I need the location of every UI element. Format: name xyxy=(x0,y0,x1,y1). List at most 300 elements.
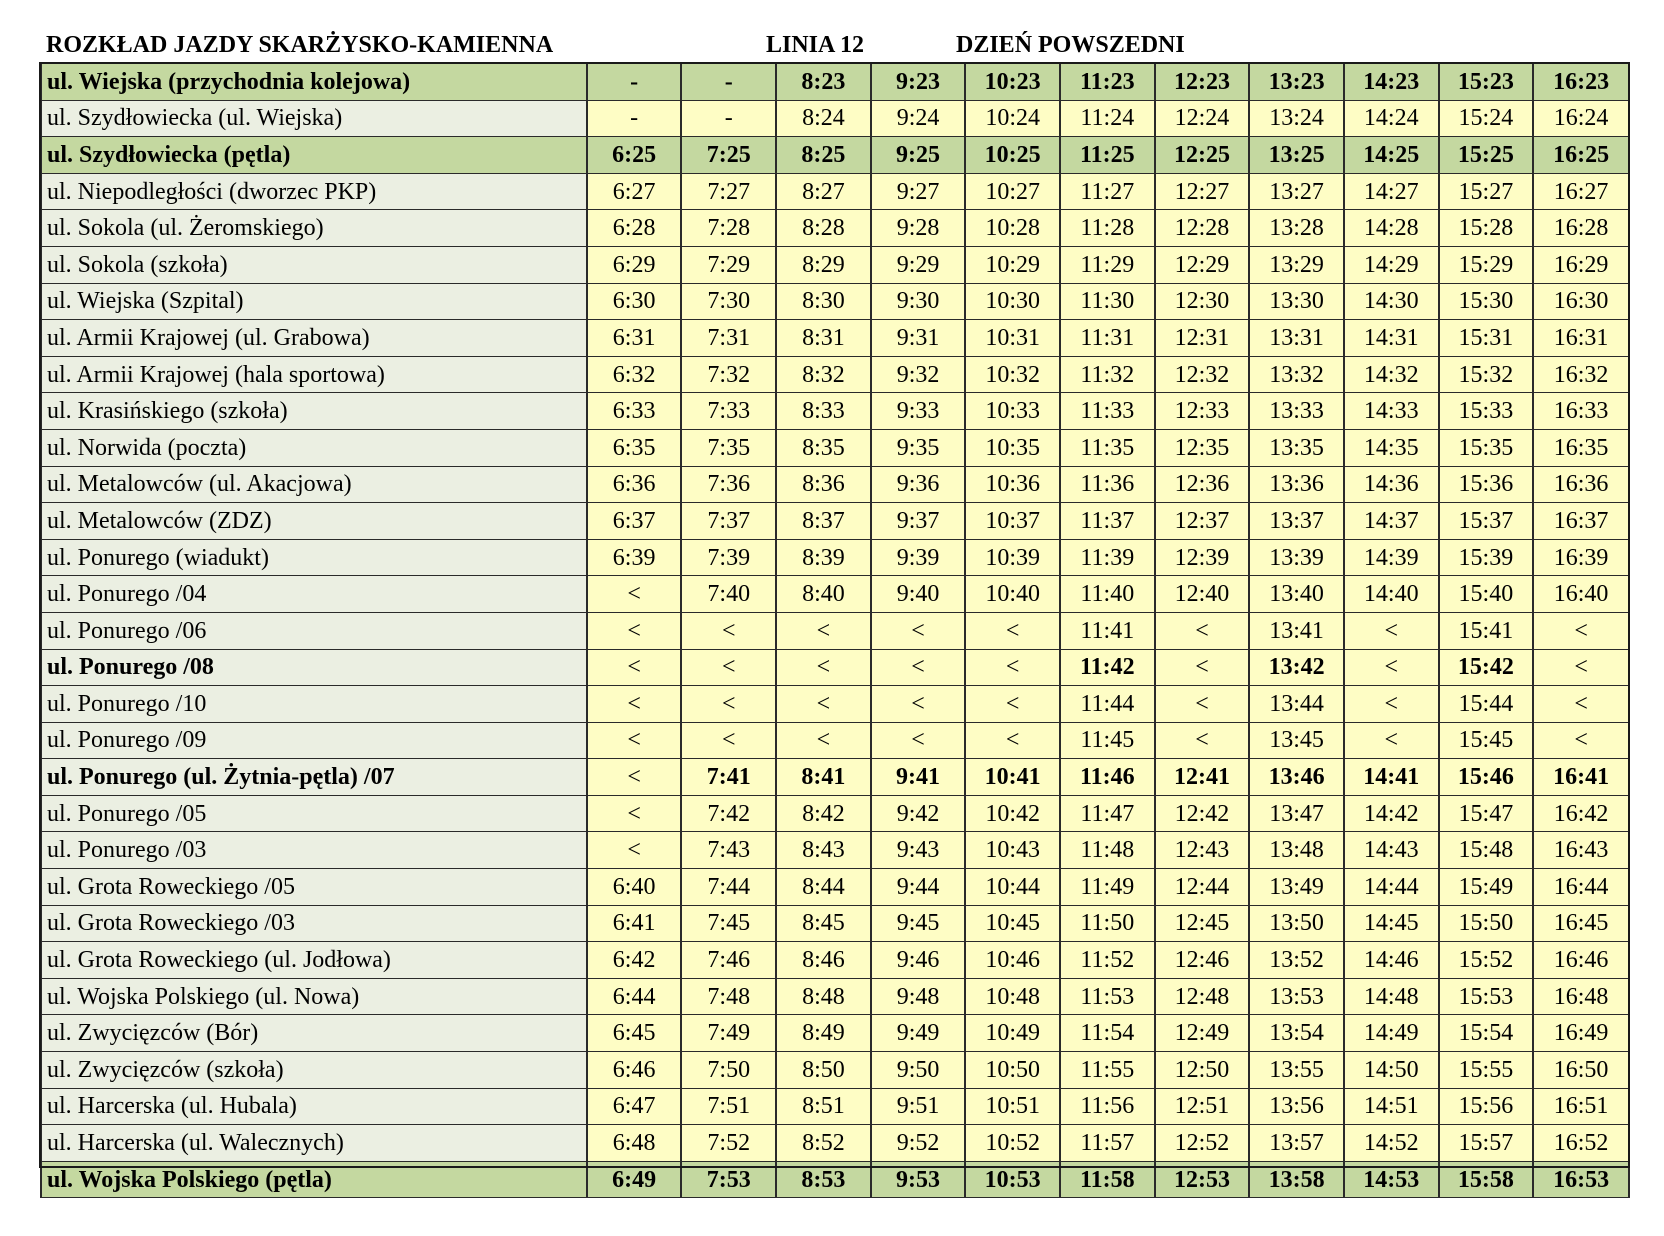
departure-time: 7:25 xyxy=(681,137,776,174)
departure-time: < xyxy=(1533,722,1629,759)
departure-time: 11:41 xyxy=(1060,612,1155,649)
departure-time: 16:39 xyxy=(1533,539,1629,576)
departure-time: 15:55 xyxy=(1439,1052,1534,1089)
departure-time: 9:41 xyxy=(871,759,966,796)
departure-time: 16:49 xyxy=(1533,1015,1629,1052)
departure-time: 14:32 xyxy=(1344,356,1439,393)
departure-time: 7:39 xyxy=(681,539,776,576)
departure-time: 8:45 xyxy=(776,905,871,942)
departure-time: 6:29 xyxy=(587,246,682,283)
departure-time: 15:32 xyxy=(1439,356,1534,393)
departure-time: 13:39 xyxy=(1249,539,1344,576)
stop-name: ul. Metalowców (ZDZ) xyxy=(41,503,587,540)
departure-time: 14:35 xyxy=(1344,429,1439,466)
departure-time: 12:23 xyxy=(1155,64,1250,101)
table-row xyxy=(41,869,1629,906)
table-row xyxy=(41,795,1629,832)
departure-time: 12:29 xyxy=(1155,246,1250,283)
departure-time: 11:48 xyxy=(1060,832,1155,869)
departure-time: 14:28 xyxy=(1344,210,1439,247)
departure-time: 12:44 xyxy=(1155,869,1250,906)
departure-time: 12:42 xyxy=(1155,795,1250,832)
departure-time: 14:33 xyxy=(1344,393,1439,430)
departure-time: 13:52 xyxy=(1249,942,1344,979)
departure-time: 11:44 xyxy=(1060,686,1155,723)
departure-time: 16:37 xyxy=(1533,503,1629,540)
table-row xyxy=(41,612,1629,649)
departure-time: 12:40 xyxy=(1155,576,1250,613)
departure-time: 12:25 xyxy=(1155,137,1250,174)
departure-time: 15:23 xyxy=(1439,64,1534,101)
departure-time: 16:30 xyxy=(1533,283,1629,320)
departure-time: 6:32 xyxy=(587,356,682,393)
stop-name: ul. Ponurego (ul. Żytnia-pętla) /07 xyxy=(41,759,587,796)
departure-time: 10:35 xyxy=(965,429,1060,466)
departure-time: 9:30 xyxy=(871,283,966,320)
departure-time: 7:49 xyxy=(681,1015,776,1052)
departure-time: < xyxy=(587,759,682,796)
departure-time: 12:28 xyxy=(1155,210,1250,247)
departure-time: 16:32 xyxy=(1533,356,1629,393)
departure-time: 7:32 xyxy=(681,356,776,393)
table-row xyxy=(41,686,1629,723)
departure-time: 10:51 xyxy=(965,1088,1060,1125)
departure-time: 14:31 xyxy=(1344,320,1439,357)
departure-time: 13:36 xyxy=(1249,466,1344,503)
stop-name: ul. Niepodległości (dworzec PKP) xyxy=(41,173,587,210)
departure-time: 13:58 xyxy=(1249,1161,1344,1198)
departure-time: 12:51 xyxy=(1155,1088,1250,1125)
departure-time: 6:27 xyxy=(587,173,682,210)
departure-time: 10:53 xyxy=(965,1161,1060,1198)
departure-time: 7:48 xyxy=(681,978,776,1015)
stop-name: ul. Wojska Polskiego (pętla) xyxy=(41,1161,587,1198)
departure-time: 11:57 xyxy=(1060,1125,1155,1162)
departure-time: 12:30 xyxy=(1155,283,1250,320)
departure-time: 15:24 xyxy=(1439,100,1534,137)
departure-time: 8:42 xyxy=(776,795,871,832)
departure-time: 11:24 xyxy=(1060,100,1155,137)
departure-time: 6:49 xyxy=(587,1161,682,1198)
departure-time: < xyxy=(681,686,776,723)
departure-time: 11:32 xyxy=(1060,356,1155,393)
departure-time: 14:24 xyxy=(1344,100,1439,137)
departure-time: 7:51 xyxy=(681,1088,776,1125)
departure-time: 15:44 xyxy=(1439,686,1534,723)
departure-time: 8:25 xyxy=(776,137,871,174)
departure-time: < xyxy=(1155,612,1250,649)
departure-time: 11:35 xyxy=(1060,429,1155,466)
stop-name: ul. Szydłowiecka (pętla) xyxy=(41,137,587,174)
departure-time: 15:41 xyxy=(1439,612,1534,649)
departure-time: 9:25 xyxy=(871,137,966,174)
departure-time: 6:47 xyxy=(587,1088,682,1125)
departure-time: 11:40 xyxy=(1060,576,1155,613)
departure-time: 8:49 xyxy=(776,1015,871,1052)
departure-time: < xyxy=(1155,722,1250,759)
departure-time: 15:47 xyxy=(1439,795,1534,832)
departure-time: 9:49 xyxy=(871,1015,966,1052)
departure-time: 15:33 xyxy=(1439,393,1534,430)
departure-time: 6:45 xyxy=(587,1015,682,1052)
departure-time: 13:57 xyxy=(1249,1125,1344,1162)
departure-time: 13:46 xyxy=(1249,759,1344,796)
table-row xyxy=(41,1125,1629,1162)
departure-time: 10:44 xyxy=(965,869,1060,906)
table-row xyxy=(41,832,1629,869)
departure-time: 11:30 xyxy=(1060,283,1155,320)
line-number: LINIA 12 xyxy=(766,32,865,58)
departure-time: 6:42 xyxy=(587,942,682,979)
table-row xyxy=(41,1015,1629,1052)
departure-time: 6:30 xyxy=(587,283,682,320)
departure-time: 16:36 xyxy=(1533,466,1629,503)
departure-time: 14:48 xyxy=(1344,978,1439,1015)
stop-name: ul. Ponurego /08 xyxy=(41,649,587,686)
departure-time: 13:37 xyxy=(1249,503,1344,540)
departure-time: 8:28 xyxy=(776,210,871,247)
table-row xyxy=(41,1161,1629,1198)
departure-time: 12:37 xyxy=(1155,503,1250,540)
departure-time: 11:36 xyxy=(1060,466,1155,503)
departure-time: 13:33 xyxy=(1249,393,1344,430)
departure-time: < xyxy=(965,612,1060,649)
departure-time: 11:37 xyxy=(1060,503,1155,540)
departure-time: 9:23 xyxy=(871,64,966,101)
departure-time: 9:45 xyxy=(871,905,966,942)
departure-time: 7:52 xyxy=(681,1125,776,1162)
departure-time: < xyxy=(681,612,776,649)
departure-time: 10:36 xyxy=(965,466,1060,503)
departure-time: 9:39 xyxy=(871,539,966,576)
departure-time: 12:41 xyxy=(1155,759,1250,796)
departure-time: 15:40 xyxy=(1439,576,1534,613)
departure-time: 16:53 xyxy=(1533,1161,1629,1198)
stop-name: ul. Armii Krajowej (hala sportowa) xyxy=(41,356,587,393)
departure-time: < xyxy=(587,612,682,649)
stop-name: ul. Ponurego /04 xyxy=(41,576,587,613)
table-row xyxy=(41,576,1629,613)
stop-name: ul. Sokola (szkoła) xyxy=(41,246,587,283)
departure-time: 16:40 xyxy=(1533,576,1629,613)
departure-time: 10:37 xyxy=(965,503,1060,540)
departure-time: 16:42 xyxy=(1533,795,1629,832)
table-row xyxy=(41,246,1629,283)
stop-name: ul. Grota Roweckiego (ul. Jodłowa) xyxy=(41,942,587,979)
departure-time: 12:39 xyxy=(1155,539,1250,576)
departure-time: 14:50 xyxy=(1344,1052,1439,1089)
departure-time: < xyxy=(776,722,871,759)
departure-time: - xyxy=(587,100,682,137)
departure-time: 8:41 xyxy=(776,759,871,796)
departure-time: 15:57 xyxy=(1439,1125,1534,1162)
departure-time: 10:41 xyxy=(965,759,1060,796)
departure-time: < xyxy=(1344,612,1439,649)
departure-time: 10:33 xyxy=(965,393,1060,430)
departure-time: 16:28 xyxy=(1533,210,1629,247)
departure-time: 9:48 xyxy=(871,978,966,1015)
departure-time: 15:39 xyxy=(1439,539,1534,576)
stop-name: ul. Wiejska (Szpital) xyxy=(41,283,587,320)
table-row xyxy=(41,393,1629,430)
departure-time: 10:25 xyxy=(965,137,1060,174)
departure-time: 16:50 xyxy=(1533,1052,1629,1089)
departure-time: 13:25 xyxy=(1249,137,1344,174)
departure-time: 7:29 xyxy=(681,246,776,283)
timetable-body xyxy=(41,64,1629,1198)
departure-time: 15:49 xyxy=(1439,869,1534,906)
departure-time: < xyxy=(587,576,682,613)
departure-time: 6:41 xyxy=(587,905,682,942)
departure-time: 11:58 xyxy=(1060,1161,1155,1198)
departure-time: 10:52 xyxy=(965,1125,1060,1162)
stop-name: ul. Harcerska (ul. Hubala) xyxy=(41,1088,587,1125)
departure-time: 12:50 xyxy=(1155,1052,1250,1089)
departure-time: < xyxy=(965,722,1060,759)
departure-time: 10:29 xyxy=(965,246,1060,283)
departure-time: 7:30 xyxy=(681,283,776,320)
departure-time: 16:27 xyxy=(1533,173,1629,210)
departure-time: 16:35 xyxy=(1533,429,1629,466)
departure-time: 15:30 xyxy=(1439,283,1534,320)
stop-name: ul. Ponurego /03 xyxy=(41,832,587,869)
departure-time: 14:51 xyxy=(1344,1088,1439,1125)
departure-time: 7:44 xyxy=(681,869,776,906)
departure-time: 16:51 xyxy=(1533,1088,1629,1125)
departure-time: 10:40 xyxy=(965,576,1060,613)
departure-time: 14:44 xyxy=(1344,869,1439,906)
departure-time: 11:56 xyxy=(1060,1088,1155,1125)
departure-time: 13:50 xyxy=(1249,905,1344,942)
departure-time: 12:46 xyxy=(1155,942,1250,979)
departure-time: 12:52 xyxy=(1155,1125,1250,1162)
stop-name: ul. Ponurego /09 xyxy=(41,722,587,759)
departure-time: 13:54 xyxy=(1249,1015,1344,1052)
departure-time: 9:28 xyxy=(871,210,966,247)
departure-time: 14:25 xyxy=(1344,137,1439,174)
departure-time: 10:27 xyxy=(965,173,1060,210)
departure-time: 13:24 xyxy=(1249,100,1344,137)
departure-time: 11:25 xyxy=(1060,137,1155,174)
table-row xyxy=(41,759,1629,796)
departure-time: 10:23 xyxy=(965,64,1060,101)
departure-time: 14:37 xyxy=(1344,503,1439,540)
departure-time: 11:53 xyxy=(1060,978,1155,1015)
departure-time: - xyxy=(681,64,776,101)
departure-time: 6:48 xyxy=(587,1125,682,1162)
departure-time: 15:31 xyxy=(1439,320,1534,357)
departure-time: 16:25 xyxy=(1533,137,1629,174)
stop-name: ul. Ponurego /10 xyxy=(41,686,587,723)
table-row xyxy=(41,64,1629,101)
stop-name: ul. Zwycięzców (Bór) xyxy=(41,1015,587,1052)
departure-time: 12:53 xyxy=(1155,1161,1250,1198)
departure-time: 8:23 xyxy=(776,64,871,101)
departure-time: 8:50 xyxy=(776,1052,871,1089)
departure-time: 15:27 xyxy=(1439,173,1534,210)
departure-time: 13:56 xyxy=(1249,1088,1344,1125)
stop-name: ul. Zwycięzców (szkoła) xyxy=(41,1052,587,1089)
departure-time: 8:52 xyxy=(776,1125,871,1162)
departure-time: 11:39 xyxy=(1060,539,1155,576)
departure-time: 9:53 xyxy=(871,1161,966,1198)
timetable-header xyxy=(46,32,1646,62)
departure-time: 8:46 xyxy=(776,942,871,979)
departure-time: 14:46 xyxy=(1344,942,1439,979)
departure-time: 8:24 xyxy=(776,100,871,137)
departure-time: 10:49 xyxy=(965,1015,1060,1052)
departure-time: 8:53 xyxy=(776,1161,871,1198)
table-row xyxy=(41,1088,1629,1125)
departure-time: 14:23 xyxy=(1344,64,1439,101)
table-row xyxy=(41,1052,1629,1089)
table-row xyxy=(41,283,1629,320)
departure-time: 14:52 xyxy=(1344,1125,1439,1162)
table-row xyxy=(41,210,1629,247)
departure-time: 11:47 xyxy=(1060,795,1155,832)
departure-time: 16:29 xyxy=(1533,246,1629,283)
departure-time: 15:53 xyxy=(1439,978,1534,1015)
departure-time: < xyxy=(587,686,682,723)
departure-time: 13:30 xyxy=(1249,283,1344,320)
departure-time: 8:39 xyxy=(776,539,871,576)
departure-time: 10:32 xyxy=(965,356,1060,393)
departure-time: 6:44 xyxy=(587,978,682,1015)
departure-time: 6:37 xyxy=(587,503,682,540)
departure-time: 10:46 xyxy=(965,942,1060,979)
departure-time: 13:55 xyxy=(1249,1052,1344,1089)
departure-time: 15:54 xyxy=(1439,1015,1534,1052)
departure-time: 13:41 xyxy=(1249,612,1344,649)
table-row xyxy=(41,429,1629,466)
departure-time: 16:33 xyxy=(1533,393,1629,430)
departure-time: 9:52 xyxy=(871,1125,966,1162)
stop-name: ul. Grota Roweckiego /03 xyxy=(41,905,587,942)
departure-time: 6:28 xyxy=(587,210,682,247)
day-type: DZIEŃ POWSZEDNI xyxy=(956,32,1185,58)
departure-time: 11:28 xyxy=(1060,210,1155,247)
table-row xyxy=(41,905,1629,942)
departure-time: 8:27 xyxy=(776,173,871,210)
departure-time: 8:35 xyxy=(776,429,871,466)
departure-time: 6:35 xyxy=(587,429,682,466)
departure-time: 6:40 xyxy=(587,869,682,906)
departure-time: 11:23 xyxy=(1060,64,1155,101)
departure-time: 11:52 xyxy=(1060,942,1155,979)
departure-time: 15:37 xyxy=(1439,503,1534,540)
table-row xyxy=(41,320,1629,357)
departure-time: 14:49 xyxy=(1344,1015,1439,1052)
departure-time: < xyxy=(871,612,966,649)
departure-time: 13:45 xyxy=(1249,722,1344,759)
departure-time: 7:45 xyxy=(681,905,776,942)
departure-time: 6:33 xyxy=(587,393,682,430)
departure-time: < xyxy=(681,722,776,759)
departure-time: 16:41 xyxy=(1533,759,1629,796)
departure-time: 9:42 xyxy=(871,795,966,832)
departure-time: 13:27 xyxy=(1249,173,1344,210)
table-row xyxy=(41,137,1629,174)
departure-time: 16:48 xyxy=(1533,978,1629,1015)
table-row xyxy=(41,100,1629,137)
departure-time: 12:33 xyxy=(1155,393,1250,430)
departure-time: 7:37 xyxy=(681,503,776,540)
departure-time: 15:48 xyxy=(1439,832,1534,869)
departure-time: 9:33 xyxy=(871,393,966,430)
table-row xyxy=(41,466,1629,503)
departure-time: 13:47 xyxy=(1249,795,1344,832)
table-row xyxy=(41,942,1629,979)
departure-time: 9:44 xyxy=(871,869,966,906)
stop-name: ul. Wiejska (przychodnia kolejowa) xyxy=(41,64,587,101)
departure-time: 8:36 xyxy=(776,466,871,503)
departure-time: 15:46 xyxy=(1439,759,1534,796)
table-row xyxy=(41,539,1629,576)
departure-time: 13:29 xyxy=(1249,246,1344,283)
departure-time: 14:45 xyxy=(1344,905,1439,942)
departure-time: 9:29 xyxy=(871,246,966,283)
departure-time: < xyxy=(1344,722,1439,759)
departure-time: 11:31 xyxy=(1060,320,1155,357)
departure-time: 13:31 xyxy=(1249,320,1344,357)
departure-time: < xyxy=(1155,649,1250,686)
departure-time: 10:48 xyxy=(965,978,1060,1015)
stop-name: ul. Wojska Polskiego (ul. Nowa) xyxy=(41,978,587,1015)
departure-time: 13:49 xyxy=(1249,869,1344,906)
departure-time: 7:35 xyxy=(681,429,776,466)
departure-time: 10:39 xyxy=(965,539,1060,576)
departure-time: 15:36 xyxy=(1439,466,1534,503)
departure-time: 11:50 xyxy=(1060,905,1155,942)
departure-time: 12:43 xyxy=(1155,832,1250,869)
departure-time: 9:31 xyxy=(871,320,966,357)
departure-time: 16:52 xyxy=(1533,1125,1629,1162)
departure-time: 12:24 xyxy=(1155,100,1250,137)
departure-time: 15:25 xyxy=(1439,137,1534,174)
stop-name: ul. Szydłowiecka (ul. Wiejska) xyxy=(41,100,587,137)
departure-time: 8:29 xyxy=(776,246,871,283)
stop-name: ul. Grota Roweckiego /05 xyxy=(41,869,587,906)
departure-time: 11:54 xyxy=(1060,1015,1155,1052)
departure-time: 14:39 xyxy=(1344,539,1439,576)
departure-time: 12:31 xyxy=(1155,320,1250,357)
departure-time: 13:44 xyxy=(1249,686,1344,723)
departure-time: - xyxy=(587,64,682,101)
departure-time: 7:28 xyxy=(681,210,776,247)
departure-time: 16:31 xyxy=(1533,320,1629,357)
departure-time: 7:53 xyxy=(681,1161,776,1198)
table-row xyxy=(41,649,1629,686)
departure-time: < xyxy=(1533,612,1629,649)
departure-time: 7:36 xyxy=(681,466,776,503)
departure-time: 6:36 xyxy=(587,466,682,503)
departure-time: 9:32 xyxy=(871,356,966,393)
departure-time: 14:43 xyxy=(1344,832,1439,869)
departure-time: 8:43 xyxy=(776,832,871,869)
stop-name: ul. Ponurego /06 xyxy=(41,612,587,649)
departure-time: 11:27 xyxy=(1060,173,1155,210)
departure-time: 13:53 xyxy=(1249,978,1344,1015)
departure-time: 14:27 xyxy=(1344,173,1439,210)
departure-time: 9:51 xyxy=(871,1088,966,1125)
departure-time: 14:41 xyxy=(1344,759,1439,796)
departure-time: < xyxy=(776,649,871,686)
departure-time: 8:30 xyxy=(776,283,871,320)
departure-time: 13:42 xyxy=(1249,649,1344,686)
departure-time: 8:32 xyxy=(776,356,871,393)
stop-name: ul. Harcerska (ul. Walecznych) xyxy=(41,1125,587,1162)
departure-time: 14:53 xyxy=(1344,1161,1439,1198)
